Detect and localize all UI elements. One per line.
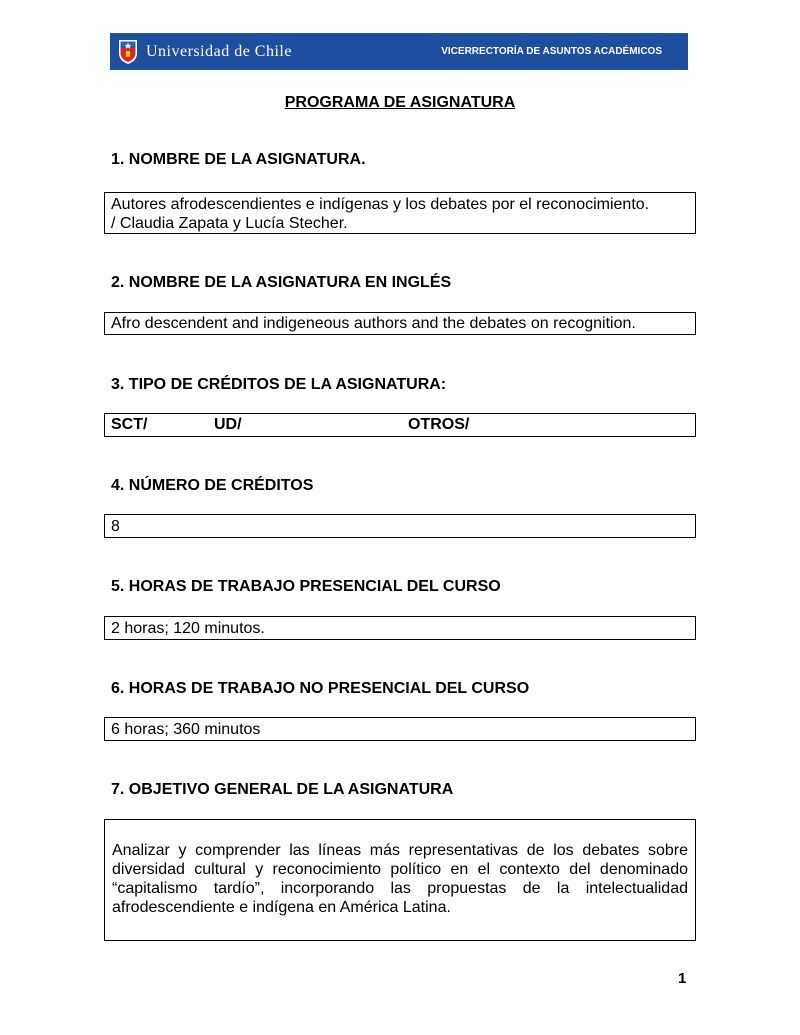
- credit-type-otros: OTROS/: [408, 416, 470, 433]
- credit-types-row: [105, 415, 695, 434]
- department-name: VICERRECTORÍA DE ASUNTOS ACADÉMICOS: [441, 46, 662, 57]
- non-presential-hours: 6 horas; 360 minutos: [111, 721, 261, 738]
- university-logo: [118, 39, 292, 65]
- section-1-heading: 1. NOMBRE DE LA ASIGNATURA.: [111, 151, 366, 168]
- course-name-line-1: Autores afrodescendientes e indígenas y los debates por el reconocimiento.: [111, 196, 650, 213]
- credits-number: 8: [111, 518, 120, 535]
- section-6-box: [104, 717, 696, 741]
- presential-hours: 2 horas; 120 minutos.: [111, 620, 265, 637]
- credit-type-ud: UD/: [214, 416, 242, 433]
- document-title: PROGRAMA DE ASIGNATURA: [284, 94, 516, 111]
- section-4-heading: 4. NÚMERO DE CRÉDITOS: [111, 477, 314, 494]
- header-banner: [110, 33, 688, 70]
- section-3-heading: 3. TIPO DE CRÉDITOS DE LA ASIGNATURA:: [111, 376, 447, 393]
- section-7-heading: 7. OBJETIVO GENERAL DE LA ASIGNATURA: [111, 781, 454, 798]
- section-2-box: [104, 312, 696, 335]
- section-5-heading: 5. HORAS DE TRABAJO PRESENCIAL DEL CURSO: [111, 578, 501, 595]
- general-objective-text: Analizar y comprender las líneas más representativas de los debates sobre diversidad cultural y reconocimiento político en el contexto del denominado “capitalismo tardío”, incorporando las propuestas de la intelectualidad afrodescendiente e indígena en América Latina.: [112, 842, 688, 916]
- section-3-box: [104, 413, 696, 437]
- course-name-line-2: / Claudia Zapata y Lucía Stecher.: [111, 215, 348, 232]
- credit-type-sct: SCT/: [111, 416, 148, 433]
- shield-icon: [118, 39, 138, 65]
- section-5-box: [104, 616, 696, 640]
- section-6-heading: 6. HORAS DE TRABAJO NO PRESENCIAL DEL CURSO: [111, 680, 530, 697]
- section-2-heading: 2. NOMBRE DE LA ASIGNATURA EN INGLÉS: [111, 274, 452, 291]
- section-7-box: [104, 819, 696, 941]
- section-1-box: [104, 192, 696, 234]
- page-number: 1: [678, 970, 687, 987]
- section-4-box: [104, 514, 696, 538]
- course-name-english: Afro descendent and indigeneous authors and the debates on recognition.: [111, 315, 636, 332]
- university-name: Universidad de Chile: [146, 42, 292, 60]
